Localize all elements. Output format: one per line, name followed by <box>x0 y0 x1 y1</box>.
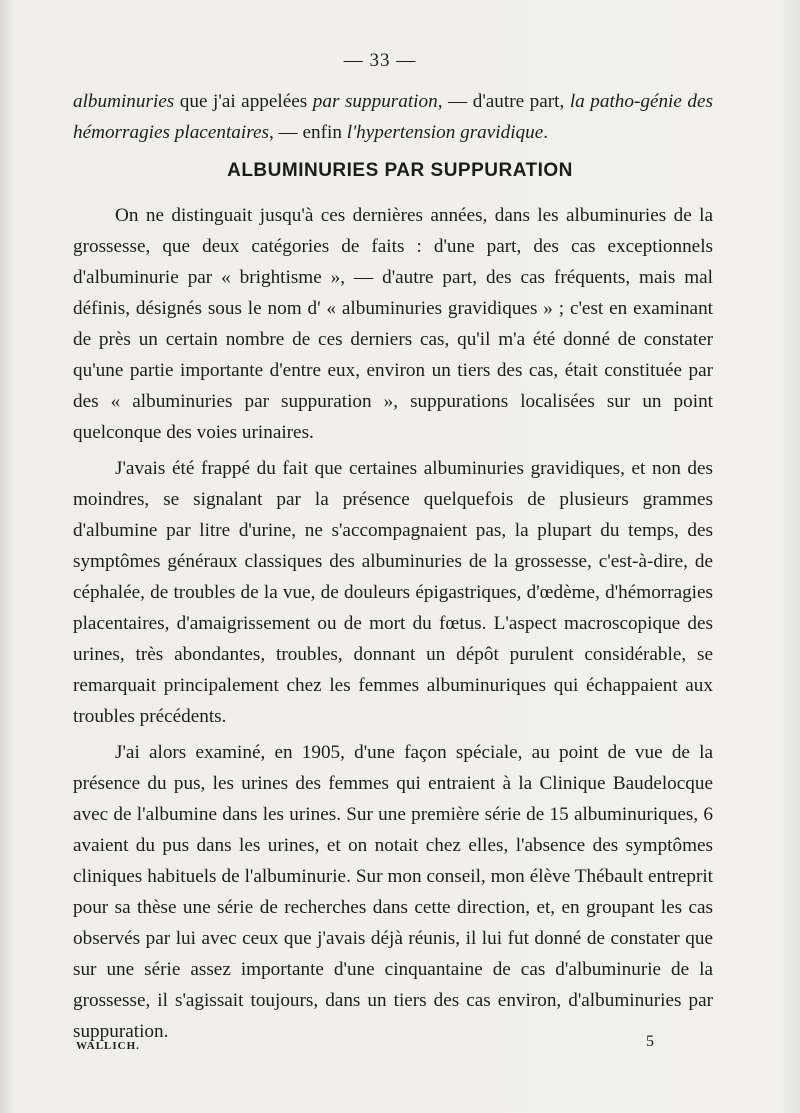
body-text <box>73 200 713 1052</box>
intro-text-1: que j'ai appelées <box>174 91 313 112</box>
intro-text <box>73 86 713 148</box>
intro-text-3: , — enfin <box>268 122 347 143</box>
intro-text-2: , — d'autre part, <box>437 91 570 112</box>
paragraph-2: J'avais été frappé du fait que certaines albuminuries gravidiques, et non des moindres, se signalant par la présence quelquefois de plusieurs grammes d'albumine par litre d'urine, ne s'accompagnaient pas, la plupart du temps, des symptômes généraux classiques des albuminuries de la grossesse, c'est-à-dire, de céphalée, de troubles de la vue, de douleurs épigastriques, d'œdème, d'hémorragies placentaires, d'amaigrissement ou de mort du fœtus. L'aspect macroscopique des urines, très abondantes, troubles, donnant un dépôt purulent considérable, se remarquait principalement chez les femmes albuminuriques qui échappaient aux troubles précédents. <box>73 458 713 727</box>
signature-mark: 5 <box>646 1033 654 1050</box>
section-heading: ALBUMINURIES PAR SUPPURATION <box>227 160 573 181</box>
page-number: — 33 — <box>343 50 417 71</box>
paragraph-1: On ne distinguait jusqu'à ces dernières années, dans les albuminuries de la grossesse, que deux catégories de faits : d'une part, des cas exceptionnels d'albuminurie par « brightisme », — d'autre part, des cas fréquents, mais mal définis, désignés sous le nom d' « albuminuries gravidiques » ; c'est en examinant de près un certain nombre de ces derniers cas, qu'il m'a été donné de constater qu'une partie importante d'entre eux, environ un tiers des cas, était constituée par des « albuminuries par suppuration », suppurations localisées sur un point quelconque des voies urinaires. <box>73 205 713 443</box>
intro-italic-3: la patho-génie des hémorragies placentaires <box>73 91 714 143</box>
intro-italic-4: l'hypertension gravidique <box>346 122 544 143</box>
footer-author: WALLICH. <box>76 1040 140 1052</box>
intro-italic-2: par suppuration <box>312 91 438 112</box>
intro-text-4: . <box>543 122 549 143</box>
paragraph-3: J'ai alors examiné, en 1905, d'une façon spéciale, au point de vue de la présence du pus, les urines des femmes qui entraient à la Clinique Baudelocque avec de l'albumine dans les urines. Sur une première série de 15 albuminuriques, 6 avaient du pus dans les urines, et on notait chez elles, l'absence des symptômes cliniques habituels de l'albuminurie. Sur mon conseil, mon élève Thébault entreprit pour sa thèse une série de recherches dans cette direction, et, en groupant les cas observés par lui avec ceux que j'avais déjà réunis, il lui fut donné de constater que sur une série assez importante d'une cinquantaine de cas d'albuminurie de la grossesse, il s'agissait toujours, dans un tiers des cas environ, d'albuminuries par suppuration. <box>73 742 713 1042</box>
intro-italic-1: albuminuries <box>73 91 175 112</box>
